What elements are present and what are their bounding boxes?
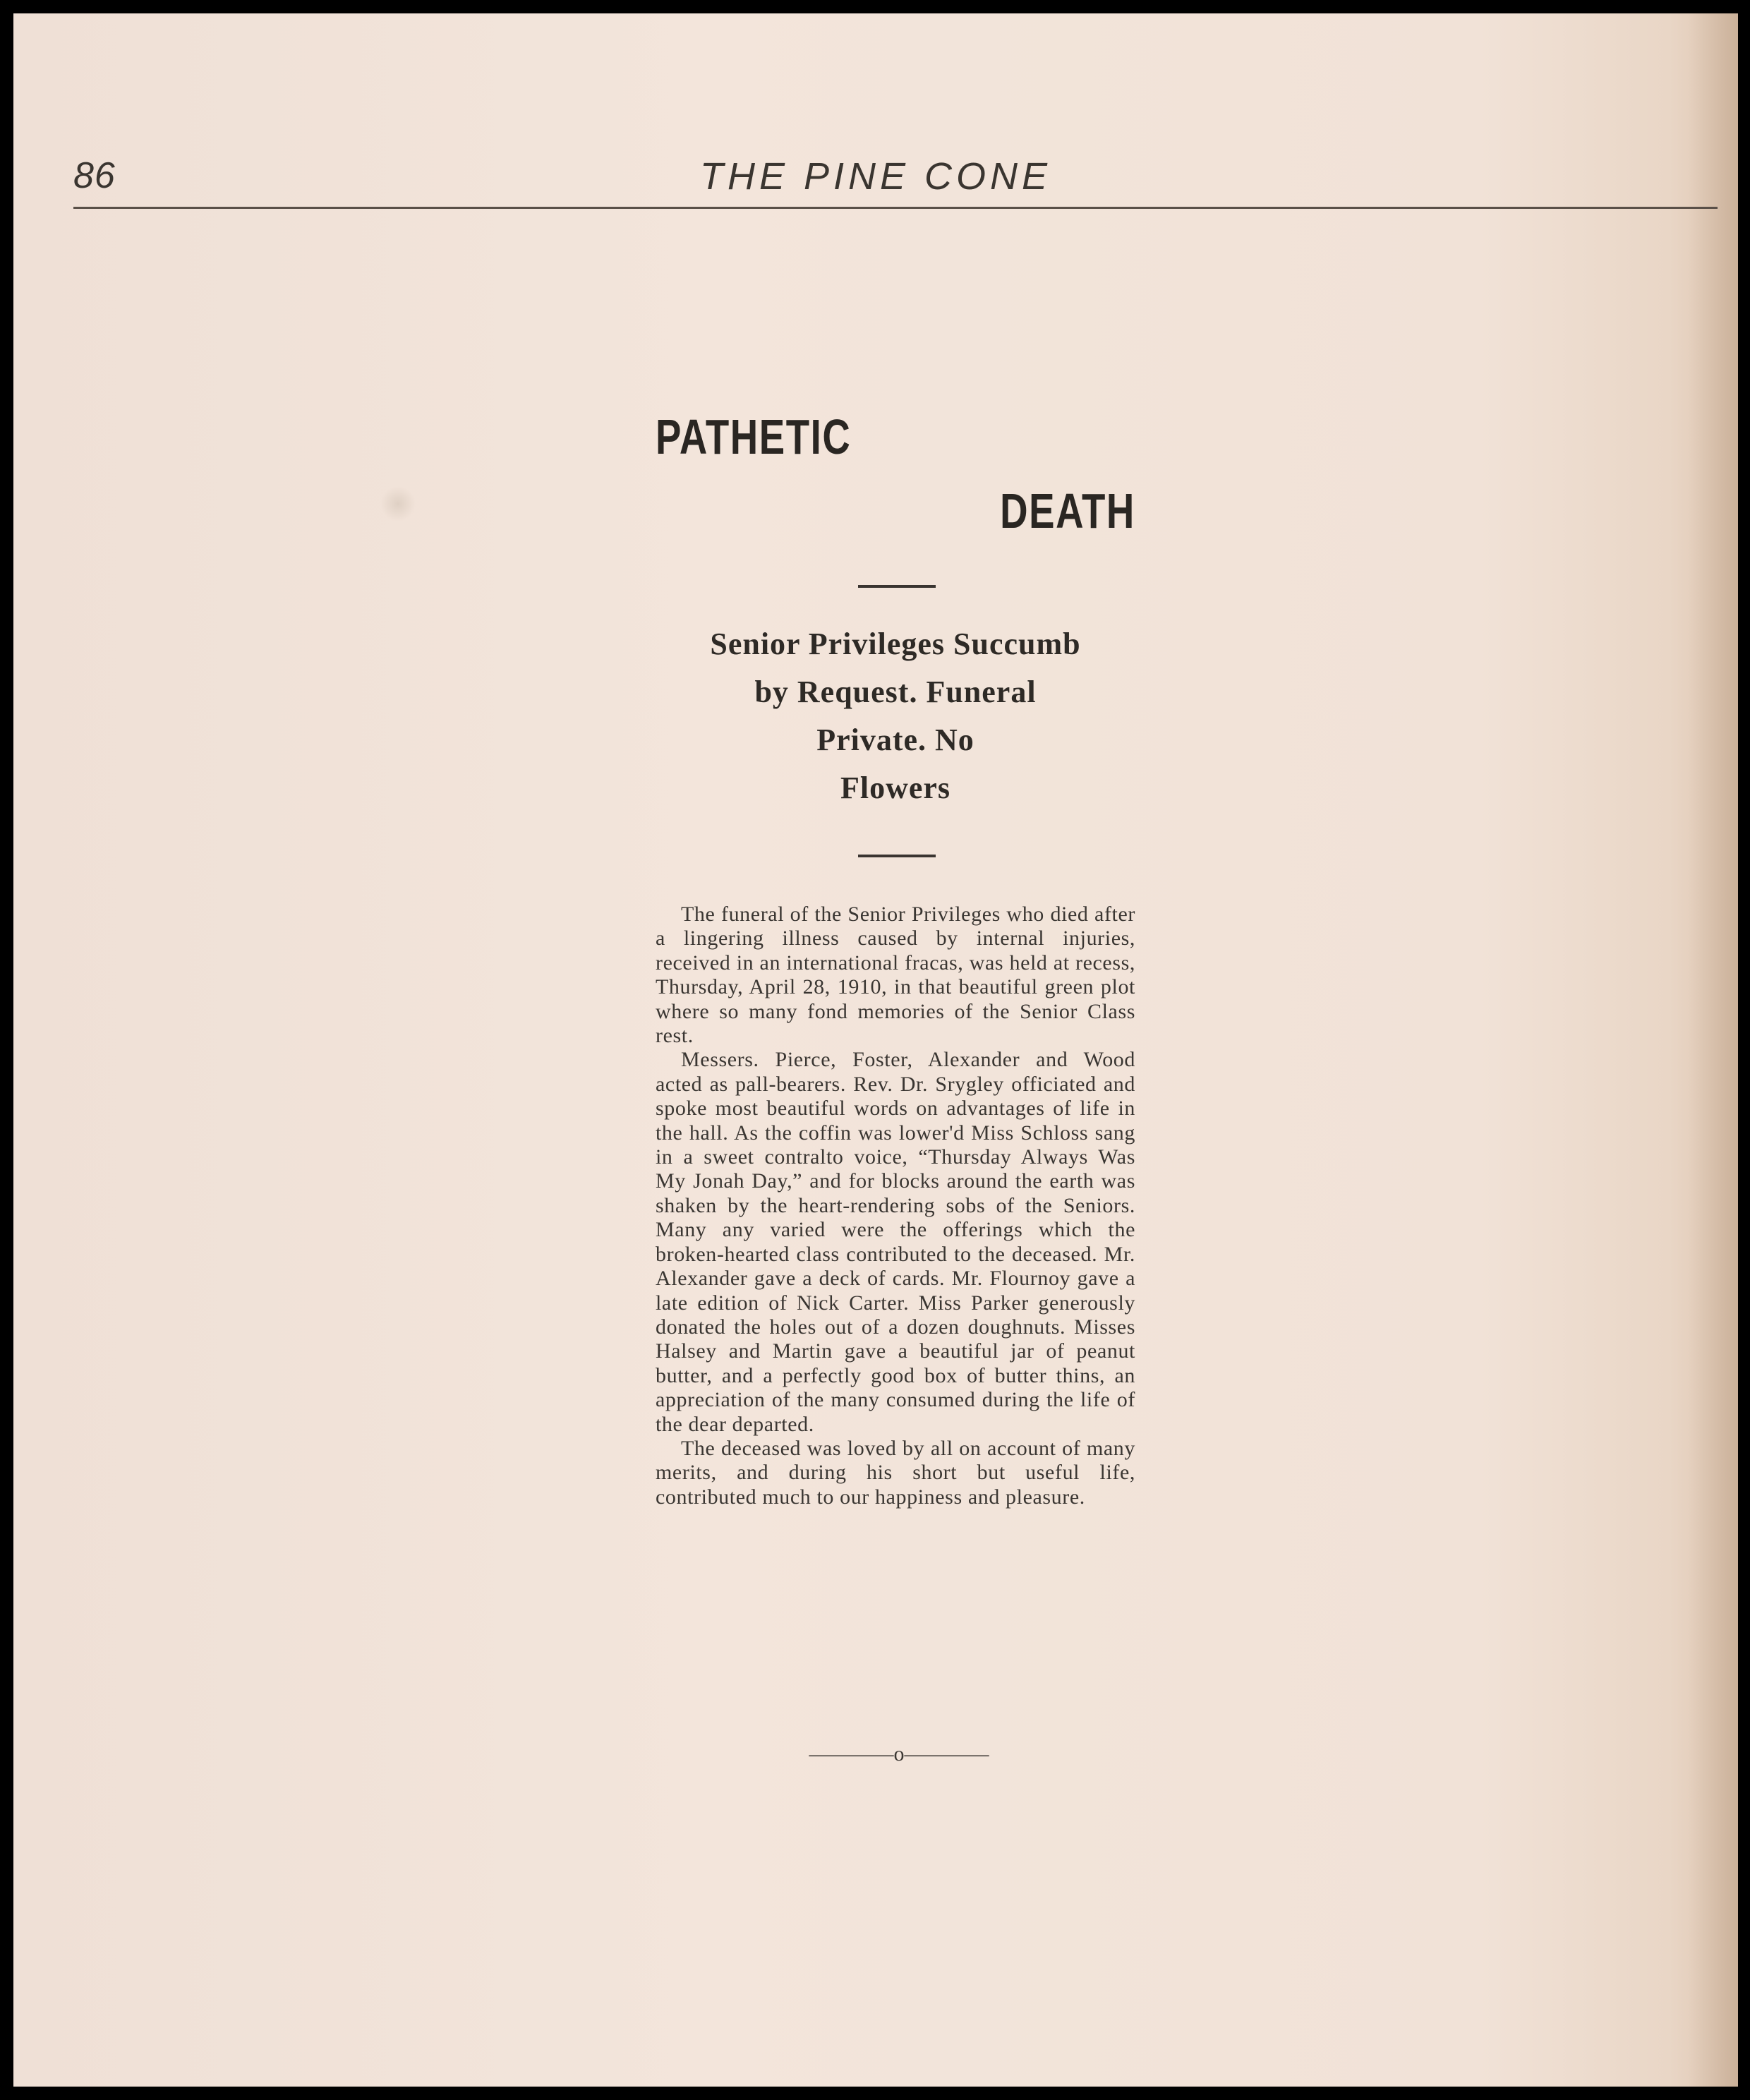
spine-shadow — [1689, 13, 1738, 2087]
subheading-line-2: by Request. Funeral — [754, 675, 1037, 709]
article-body — [656, 903, 1135, 1509]
paragraph: The funeral of the Senior Privileges who died after a lingering illness caused by internal injuries, received in an international fracas, was held at recess, Thursday, April 28, 1910, in that beautiful green plot where so many fond memories of the Senior Class rest. — [656, 903, 1135, 1048]
end-ornament: ————o———— — [809, 1742, 989, 1766]
subheading-line-3: Private. No — [816, 723, 974, 757]
page-header — [73, 155, 1718, 211]
headline-line-2: DEATH — [1000, 483, 1135, 538]
page-number: 86 — [73, 155, 116, 196]
divider-rule-bottom — [858, 855, 936, 857]
divider-rule-top — [858, 585, 936, 588]
headline-line-1: PATHETIC — [656, 409, 852, 464]
paragraph: The deceased was loved by all on account of many merits, and during his short but useful life, contributed much to our happiness and pleasure. — [656, 1436, 1135, 1509]
subheading — [656, 620, 1135, 812]
page — [13, 13, 1738, 2087]
subheading-line-4: Flowers — [840, 771, 951, 805]
running-title: THE PINE CONE — [700, 155, 1052, 198]
paper-stain — [380, 486, 416, 521]
header-rule — [73, 207, 1718, 209]
paragraph: Messers. Pierce, Foster, Alexander and Wood acted as pall-bearers. Rev. Dr. Srygley officiated and spoke most beautiful words on advantages of life in the hall. As the coffin was lower'd Miss Schloss sang in a sweet contralto voice, “Thursday Always Was My Jonah Day,” and for blocks around the earth was shaken by the heart-rendering sobs of the Seniors. Many any varied were the offerings which the broken-hearted class contributed to the deceased. Mr. Alexander gave a deck of cards. Mr. Flournoy gave a late edition of Nick Carter. Miss Parker generously donated the holes out of a dozen doughnuts. Misses Halsey and Martin gave a beautiful jar of peanut butter, and a perfectly good box of butter thins, an appreciation of the many consumed during the life of the dear departed. — [656, 1048, 1135, 1436]
subheading-line-1: Senior Privileges Succumb — [710, 627, 1081, 661]
